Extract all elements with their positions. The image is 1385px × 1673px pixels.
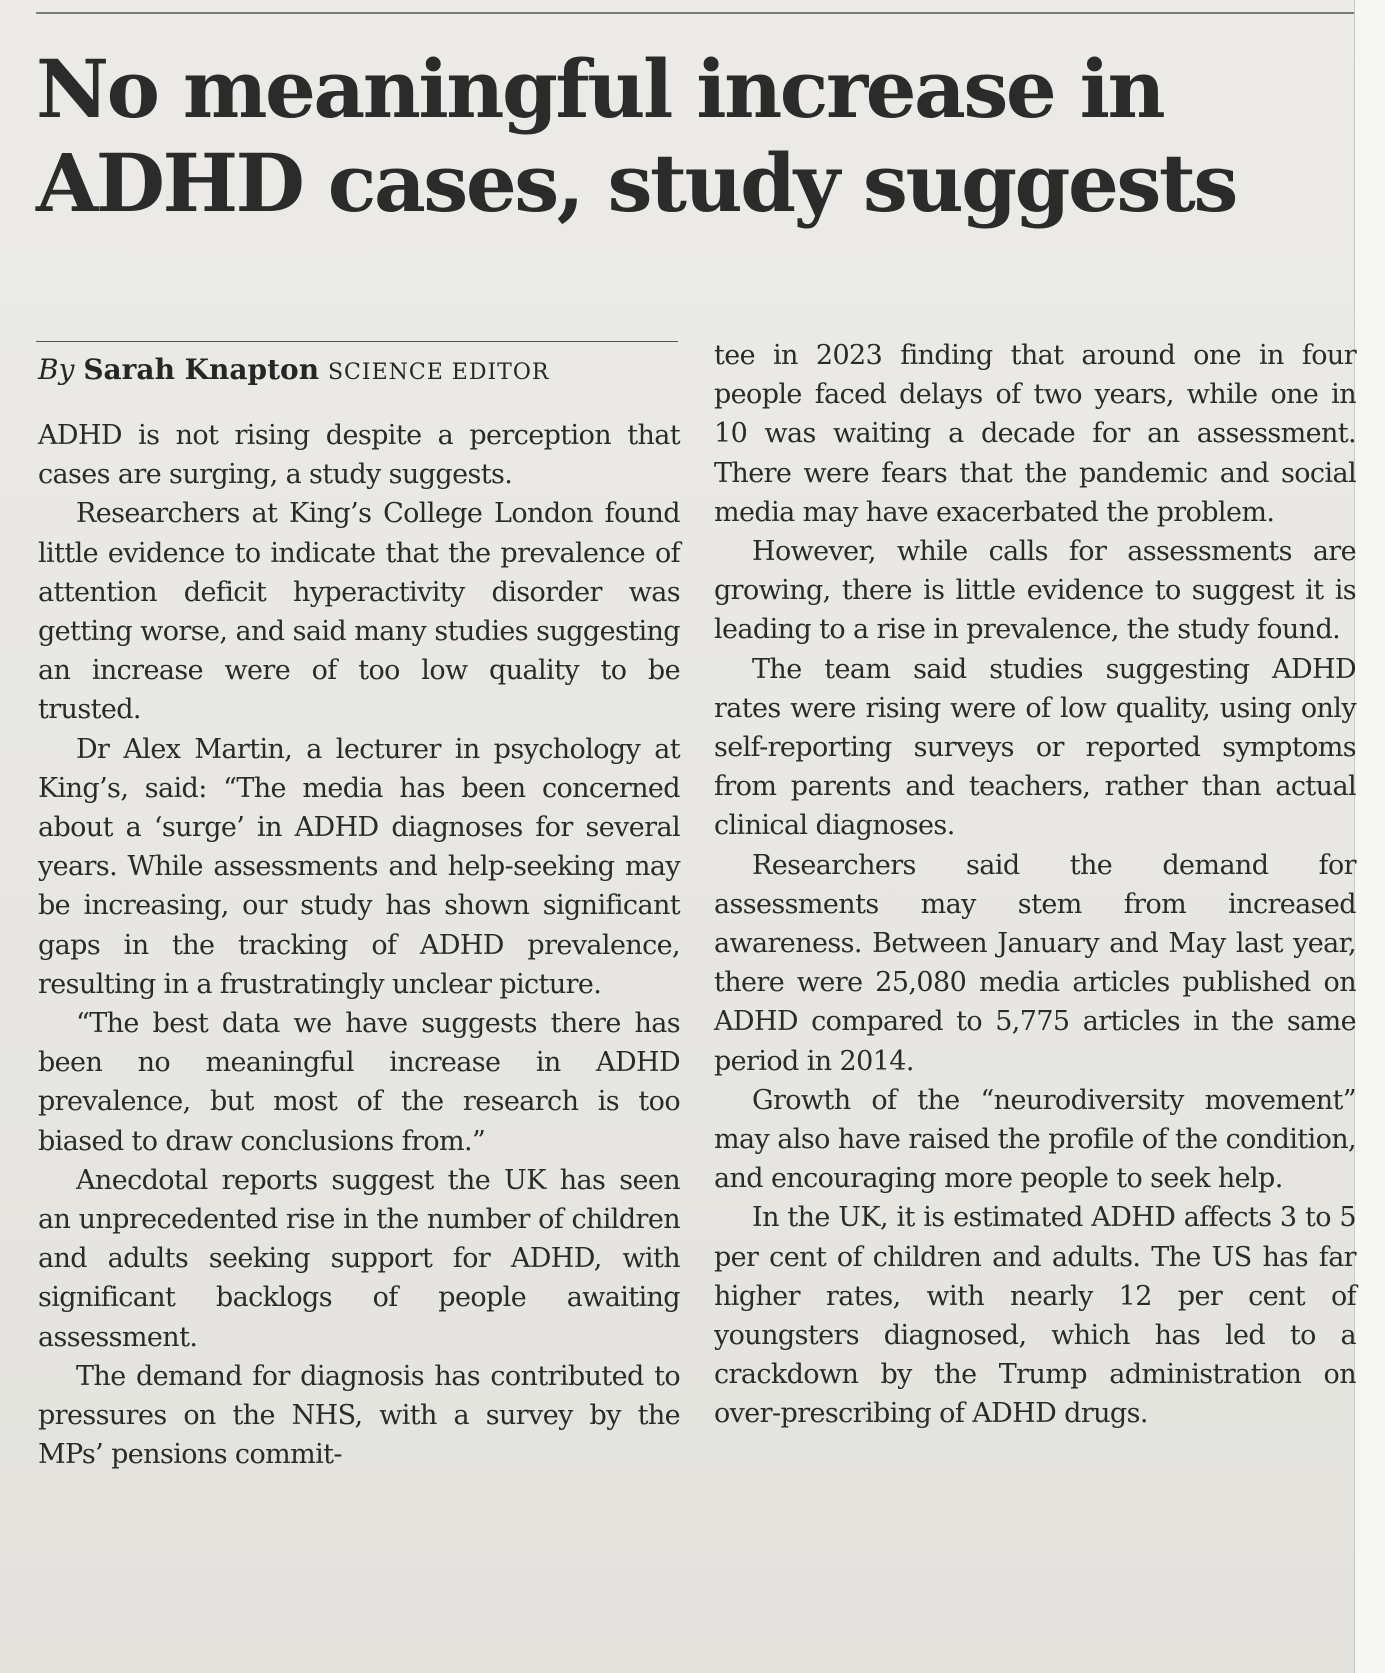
paragraph: tee in 2023 finding that around one in four people faced delays of two years, while one in 10 was waiting a decade for an assessment. There were fears that the pandemic and social media may have exacerbated the problem. <box>714 340 1356 528</box>
paragraph: ADHD is not rising despite a perception that cases are surging, a study suggests. <box>38 420 680 491</box>
paragraph: The demand for diagnosis has contributed to pressures on the NHS, with a survey by the MPs’ pensions commit- <box>38 1360 680 1471</box>
paragraph: Anecdotal reports suggest the UK has seen an unprecedented rise in the number of children and adults seeking support for ADHD, with significant backlogs of people awaiting assessment. <box>38 1164 680 1353</box>
paragraph: In the UK, it is estimated ADHD affects 3 to 5 per cent of children and adults. The US has far higher rates, with nearly 12 per cent of youngsters diagnosed, which has led to a crackdown by the Trump administration on over-prescribing of ADHD drugs. <box>714 1202 1356 1430</box>
page-edge <box>1354 0 1385 1673</box>
byline-role: SCIENCE EDITOR <box>327 360 550 385</box>
byline-rule <box>36 341 678 342</box>
right-column <box>714 336 1356 1434</box>
byline-author: Sarah Knapton <box>83 353 320 386</box>
paragraph: Dr Alex Martin, a lecturer in psychology at King’s, said: “The media has been concerned about a ‘surge’ in ADHD diagnoses for several years. While assessments and help-seeking may be increasing, our study has shown significant gaps in the tracking of ADHD prevalence, resulting in a frustratingly unclear picture. <box>38 733 680 1000</box>
paragraph: The team said studies suggesting ADHD rates were rising were of low quality, using only self-reporting surveys or reported symptoms from parents and teachers, rather than actual clinical diagnoses. <box>714 653 1356 842</box>
paragraph: Growth of the “neurodiversity movement” may also have raised the profile of the condition, and encouraging more people to seek help. <box>714 1084 1356 1195</box>
headline: No meaningful increase in ADHD cases, study suggests <box>36 42 1236 230</box>
paragraph: Researchers said the demand for assessments may stem from increased awareness. Between January and May last year, there were 25,080 media articles published on ADHD compared to 5,775 articles in the same period in 2014. <box>714 849 1356 1077</box>
paragraph: “The best data we have suggests there has been no meaningful increase in ADHD prevalence, but most of the research is too biased to draw conclusions from.” <box>38 1008 680 1157</box>
paragraph: However, while calls for assessments are growing, there is little evidence to suggest it is leading to a rise in prevalence, the study found. <box>714 536 1356 646</box>
top-rule <box>36 12 1358 14</box>
byline-by: By <box>38 353 75 386</box>
left-column <box>38 416 680 1474</box>
paragraph: Researchers at King’s College London found little evidence to indicate that the prevalence of attention deficit hyperactivity disorder was getting worse, and said many studies suggesting an increase were of too low quality to be trusted. <box>38 498 680 726</box>
byline <box>38 352 549 391</box>
